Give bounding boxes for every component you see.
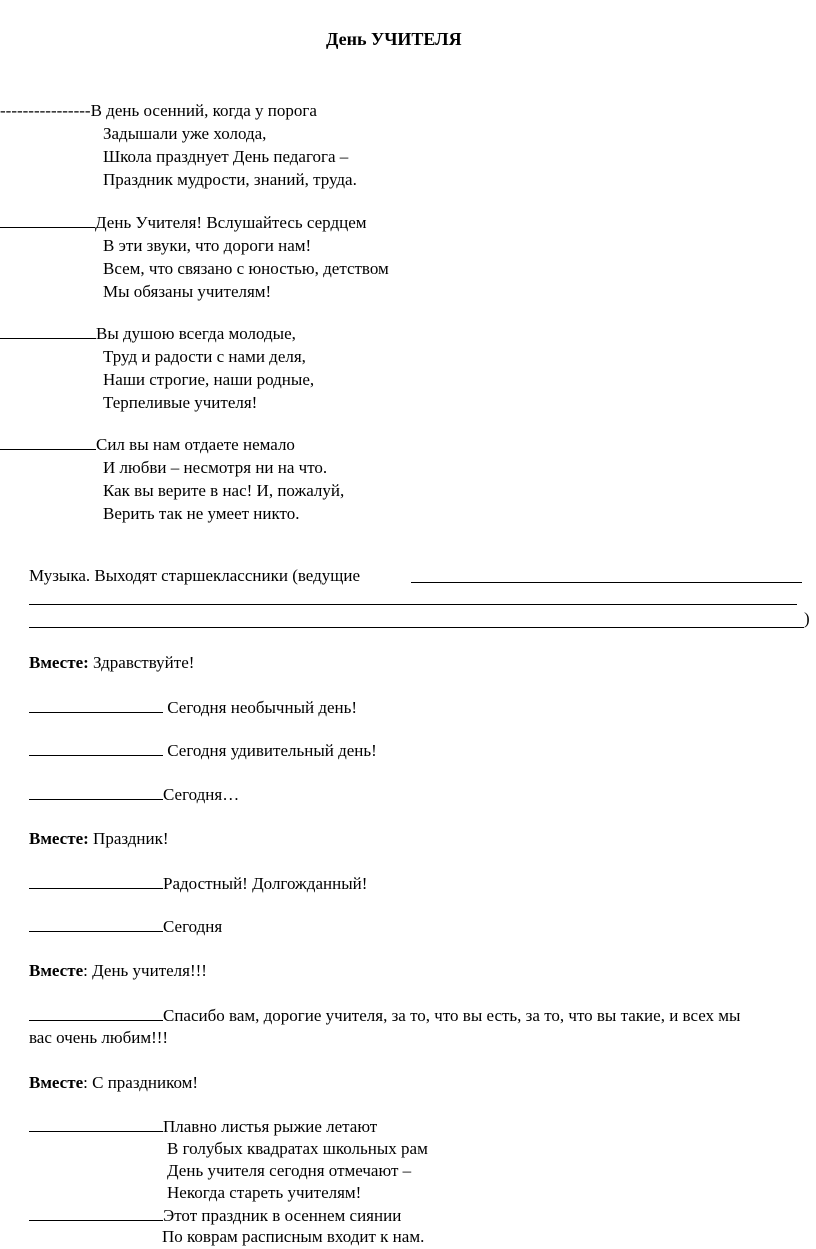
- poem-line: День Учителя! Вслушайтесь сердцем: [0, 212, 367, 234]
- name-blank: [0, 323, 96, 339]
- poem-line: Терпеливые учителя!: [103, 393, 258, 412]
- poem-line: Сил вы нам отдаете немало: [0, 434, 295, 456]
- poem-line: Некогда стареть учителям!: [167, 1183, 362, 1202]
- name-blank: [29, 873, 163, 889]
- dash-blank: ----------------: [0, 101, 91, 120]
- poem-line: В голубых квадратах школьных рам: [167, 1139, 428, 1158]
- dialogue-line: Сегодня: [29, 916, 222, 938]
- poem-line: В эти звуки, что дороги нам!: [103, 236, 312, 255]
- name-blank: [29, 1205, 163, 1221]
- poem-line: Верить так не умеет никто.: [103, 504, 300, 523]
- poem-line: Наши строгие, наши родные,: [103, 370, 315, 389]
- poem-line: Как вы верите в нас! И, пожалуй,: [103, 481, 345, 500]
- name-blank: [0, 434, 96, 450]
- name-blank: [0, 212, 95, 228]
- poem-line: День учителя сегодня отмечают –: [167, 1161, 412, 1180]
- name-blank: [29, 1005, 163, 1021]
- poem-line: Задышали уже холода,: [103, 124, 267, 143]
- poem-line: ----------------В день осенний, когда у порога: [0, 101, 317, 120]
- fill-line: [29, 627, 804, 628]
- poem-line: По коврам расписным входит к нам.: [162, 1227, 425, 1246]
- music-line: Музыка. Выходят старшеклассники (ведущие: [29, 566, 360, 585]
- name-blank: [29, 740, 163, 756]
- poem-line: Вы душою всегда молодые,: [0, 323, 296, 345]
- name-blank: [29, 916, 163, 932]
- poem-line: Труд и радости с нами деля,: [103, 347, 306, 366]
- dialogue-line: Сегодня удивительный день!: [29, 740, 377, 762]
- name-blank: [29, 784, 163, 800]
- name-blank: [29, 1116, 163, 1132]
- fill-line: [411, 582, 802, 583]
- fill-line: [29, 604, 797, 605]
- poem-line: Этот праздник в осеннем сиянии: [29, 1205, 401, 1227]
- poem-line: Плавно листья рыжие летают: [29, 1116, 377, 1138]
- page-title: День УЧИТЕЛЯ: [326, 29, 462, 49]
- name-blank: [29, 697, 163, 713]
- poem-line: Школа празднует День педагога –: [103, 147, 349, 166]
- dialogue-line: Спасибо вам, дорогие учителя, за то, что вы есть, за то, что вы такие, и всех мы: [29, 1005, 740, 1027]
- poem-line: Всем, что связано с юностью, детством: [103, 259, 389, 278]
- dialogue-line: Сегодня необычный день!: [29, 697, 357, 719]
- dialogue-line: Вместе: Праздник!: [29, 829, 169, 848]
- dialogue-line: Вместе: С праздником!: [29, 1073, 199, 1092]
- poem-line: Праздник мудрости, знаний, труда.: [103, 170, 357, 189]
- closing-paren: ): [804, 609, 810, 628]
- dialogue-line: Вместе: Здравствуйте!: [29, 653, 195, 672]
- poem-line: И любви – несмотря ни на что.: [103, 458, 328, 477]
- dialogue-line: Сегодня…: [29, 784, 239, 806]
- dialogue-line: вас очень любим!!!: [29, 1028, 169, 1047]
- dialogue-line: Вместе: День учителя!!!: [29, 961, 207, 980]
- poem-line: Мы обязаны учителям!: [103, 282, 272, 301]
- dialogue-line: Радостный! Долгожданный!: [29, 873, 367, 895]
